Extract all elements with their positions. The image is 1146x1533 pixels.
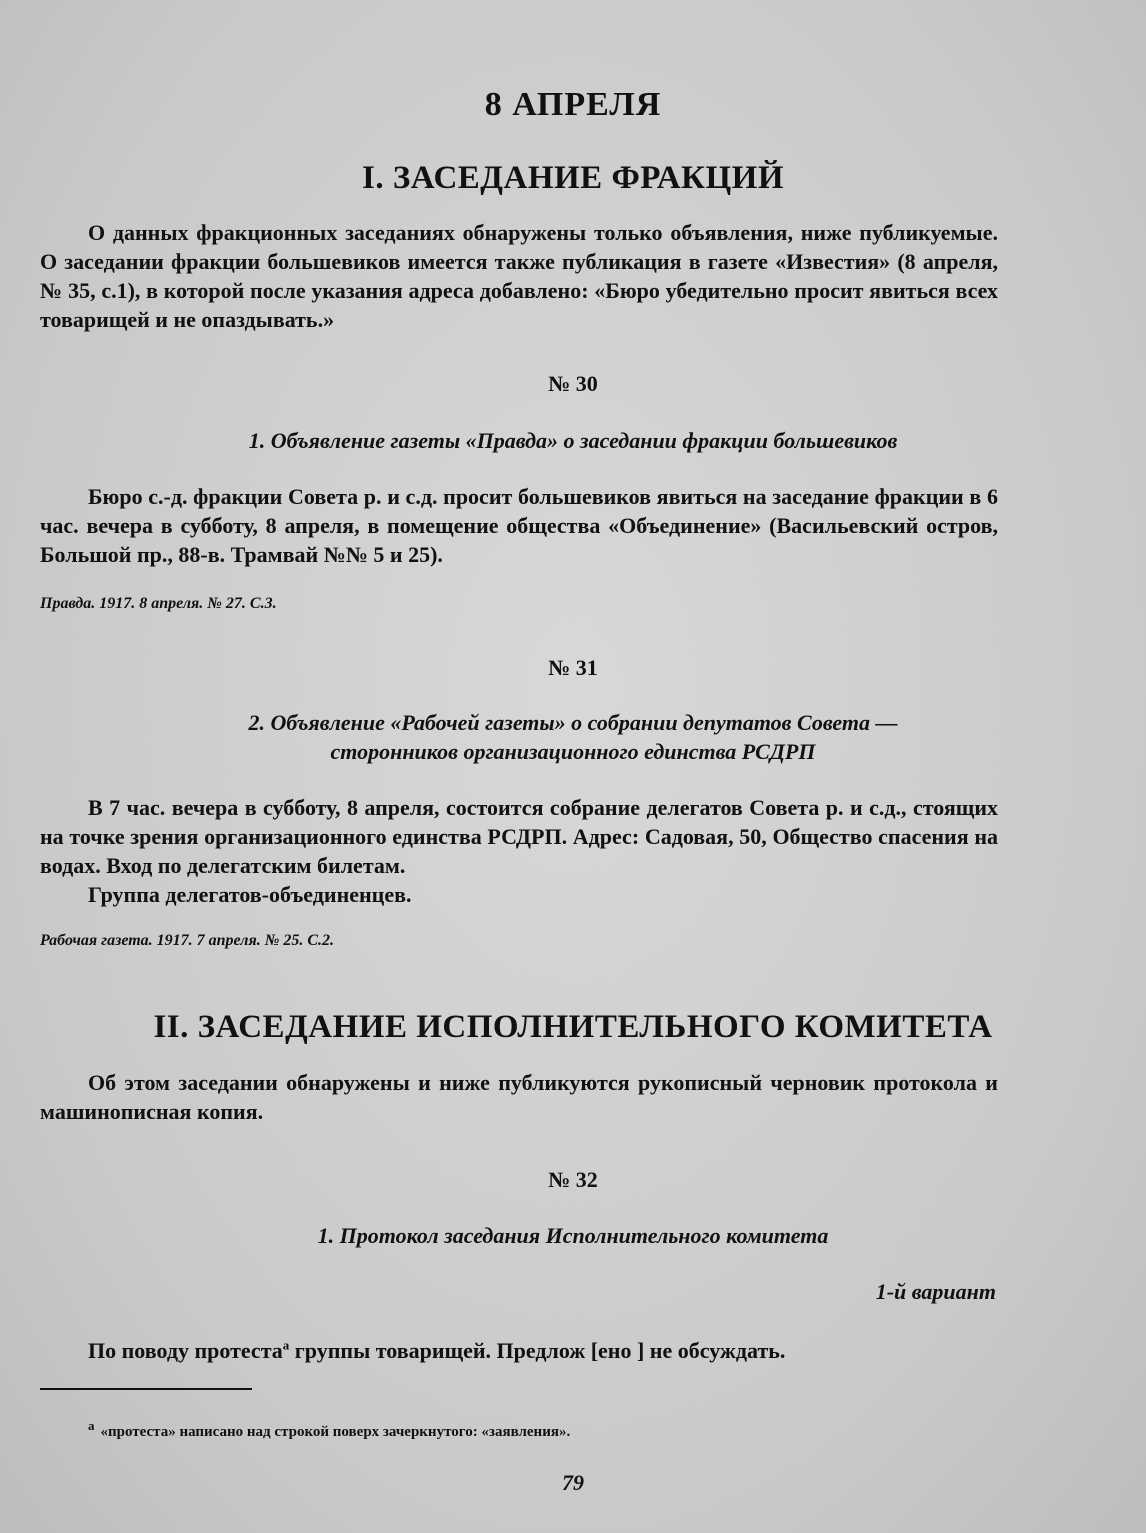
footnote-reference: а bbox=[282, 1337, 290, 1353]
doc-32-text-before: По поводу протеста bbox=[88, 1338, 283, 1363]
doc-31-title bbox=[0, 708, 1146, 766]
doc-32-text bbox=[40, 1336, 998, 1365]
doc-31-title-line-1: 2. Объявление «Рабочей газеты» о собрании депутатов Совета — bbox=[248, 710, 898, 735]
doc-31-signature: Группа делегатов-объединенцев. bbox=[88, 882, 412, 907]
section-1-title: I. ЗАСЕДАНИЕ ФРАКЦИЙ bbox=[362, 160, 784, 196]
footnote-divider bbox=[40, 1388, 252, 1390]
doc-32-variant: 1-й вариант bbox=[875, 1279, 996, 1304]
date-heading: 8 АПРЕЛЯ bbox=[484, 86, 662, 123]
section-2-title: II. ЗАСЕДАНИЕ ИСПОЛНИТЕЛЬНОГО КОМИТЕТА bbox=[153, 1009, 993, 1045]
section-2-intro bbox=[40, 1068, 998, 1126]
doc-30-number: № 30 bbox=[548, 371, 598, 396]
doc-30-source: Правда. 1917. 8 апреля. № 27. С.3. bbox=[40, 595, 277, 612]
section-1-intro-text: О данных фракционных заседаниях обнаружены только объявления, ниже публикуемые. О заседании фракции большевиков имеется также публикация в газете «Известия» (8 апреля, № 35, с.1), в которой после указания адреса добавлено: «Бюро убедительно просит явиться всех товарищей и не опаздывать.» bbox=[40, 220, 998, 332]
doc-32-title: 1. Протокол заседания Исполнительного комитета bbox=[317, 1223, 829, 1248]
footnote-text: «протеста» написано над строкой поверх зачеркнутого: «заявления». bbox=[100, 1424, 571, 1440]
doc-31-text: В 7 час. вечера в субботу, 8 апреля, состоится собрание делегатов Совета р. и с.д., стоящих на точке зрения организационного единства РСДРП. Адрес: Садовая, 50, Общество спасения на водах. Вход по делегатским билетам. bbox=[40, 795, 998, 878]
section-2-intro-text: Об этом заседании обнаружены и ниже публикуются рукописный черновик протокола и машинописная копия. bbox=[40, 1070, 998, 1124]
section-1-intro bbox=[40, 218, 998, 334]
doc-30-text: Бюро с.-д. фракции Совета р. и с.д. просит большевиков явиться на заседание фракции в 6 час. вечера в субботу, 8 апреля, в помещение общества «Объединение» (Васильевский остров, Большой пр., 88-в. Трамвай №№ 5 и 25). bbox=[40, 484, 998, 567]
footnote-mark: а bbox=[88, 1418, 95, 1433]
doc-30-title: 1. Объявление газеты «Правда» о заседании фракции большевиков bbox=[248, 428, 898, 453]
doc-32-body bbox=[40, 1336, 998, 1365]
doc-32-number: № 32 bbox=[548, 1167, 598, 1192]
doc-31-title-line-2: сторонников организационного единства РСДРП bbox=[330, 739, 816, 764]
doc-30-body bbox=[40, 482, 998, 569]
doc-32-text-after: группы товарищей. Предлож [ено ] не обсуждать. bbox=[289, 1338, 786, 1363]
doc-31-source: Рабочая газета. 1917. 7 апреля. № 25. С.2. bbox=[40, 932, 335, 949]
doc-31-number: № 31 bbox=[548, 655, 598, 680]
footnote bbox=[88, 1418, 570, 1441]
page-number: 79 bbox=[562, 1470, 584, 1495]
doc-31-body bbox=[40, 793, 998, 909]
